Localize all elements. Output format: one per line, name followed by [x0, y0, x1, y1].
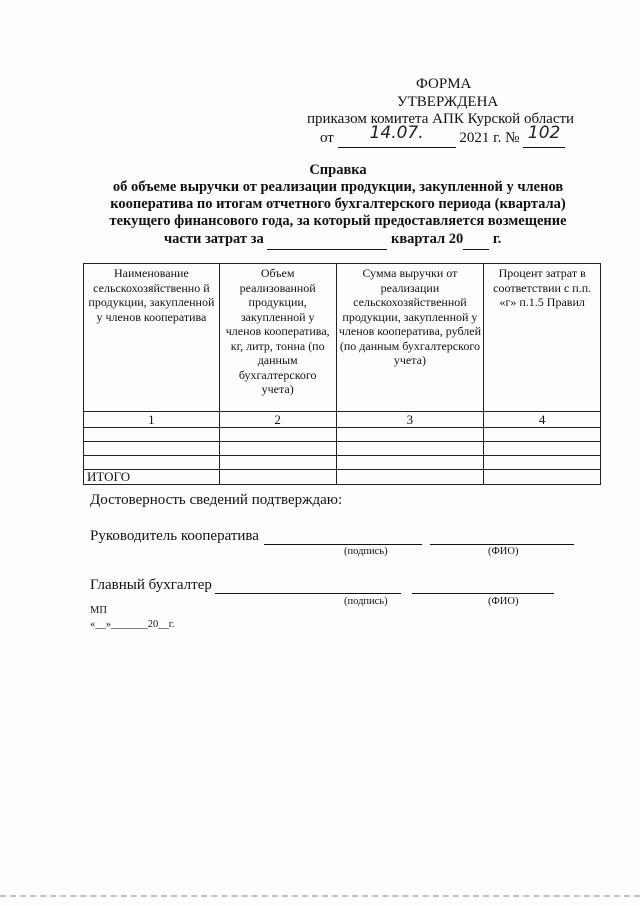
header-revenue: Сумма выручки от реализации сельскохозяйственной продукции, закупленной у членов кооператива, рублей (по данным бухгалтерского учета)	[336, 264, 484, 412]
table-cell[interactable]	[336, 456, 484, 470]
table-cell[interactable]	[336, 428, 484, 442]
accountant-name-caption: (ФИО)	[488, 596, 519, 607]
table-number-row	[84, 412, 601, 428]
handwritten-number: 102	[527, 123, 561, 143]
head-name-line[interactable]	[430, 544, 574, 545]
doc-subtitle-line-2: кооператива по итогам отчетного бухгалтерского периода (квартала)	[110, 196, 566, 212]
table-cell[interactable]	[219, 470, 336, 485]
form-label: ФОРМА	[416, 76, 472, 92]
head-label: Руководитель кооператива	[90, 528, 259, 544]
doc-subtitle-line-1: об объеме выручки от реализации продукции, закупленной у членов	[112, 179, 564, 195]
table-total-row	[84, 470, 601, 485]
column-number: 1	[84, 412, 220, 428]
doc-subtitle-line-3: текущего финансового года, за который предоставляется возмещение	[109, 213, 567, 229]
header-cost-percent: Процент затрат в соответствии с п.п. «г» п.1.5 Правил	[484, 264, 601, 412]
approved-label: УТВЕРЖДЕНА	[397, 94, 499, 110]
date-field	[338, 123, 456, 148]
total-label: ИТОГО	[84, 470, 220, 485]
table-cell[interactable]	[84, 442, 220, 456]
period-field[interactable]	[267, 231, 387, 250]
table-cell[interactable]	[484, 442, 601, 456]
table-cell[interactable]	[336, 442, 484, 456]
head-signature-caption: (подпись)	[344, 546, 388, 557]
table-cell[interactable]	[484, 428, 601, 442]
doc-subtitle-line-4	[164, 231, 501, 250]
period-prefix: части затрат за	[164, 231, 264, 247]
doc-title: Справка	[309, 162, 367, 178]
table-header-row	[84, 264, 601, 412]
year-number-text: 2021 г. №	[459, 130, 520, 146]
head-name-caption: (ФИО)	[488, 546, 519, 557]
head-signature-line[interactable]	[264, 544, 422, 545]
table-cell[interactable]	[336, 470, 484, 485]
approval-order-text: приказом комитета АПК Курской области	[307, 111, 575, 127]
table-cell[interactable]	[219, 442, 336, 456]
table-cell[interactable]	[484, 456, 601, 470]
header-product-name: Наименование сельскохозяйственно й продукции, закупленной у членов кооператива	[84, 264, 220, 412]
date-prefix: от	[320, 130, 334, 146]
column-number: 3	[336, 412, 484, 428]
number-field	[523, 123, 565, 148]
table-cell[interactable]	[84, 428, 220, 442]
stamp-place-label: МП	[90, 605, 107, 616]
table-row	[84, 442, 601, 456]
table-row	[84, 428, 601, 442]
table-cell[interactable]	[84, 456, 220, 470]
table-row	[84, 456, 601, 470]
scan-edge-marks	[0, 895, 640, 901]
accountant-name-line[interactable]	[412, 593, 554, 594]
table-cell[interactable]	[219, 428, 336, 442]
revenue-table	[83, 263, 601, 485]
accountant-signature-line[interactable]	[215, 593, 401, 594]
handwritten-date: 14.07.	[369, 123, 424, 143]
approval-date-line	[320, 123, 565, 148]
column-number: 4	[484, 412, 601, 428]
accountant-label: Главный бухгалтер	[90, 577, 212, 593]
column-number: 2	[219, 412, 336, 428]
table-cell[interactable]	[219, 456, 336, 470]
table-cell[interactable]	[484, 470, 601, 485]
footer-date-line: «__»_______20__г.	[90, 619, 175, 630]
year-suffix: г.	[492, 231, 502, 247]
confirmation-text: Достоверность сведений подтверждаю:	[90, 492, 343, 508]
accountant-signature-caption: (подпись)	[344, 596, 388, 607]
header-volume: Объем реализованной продукции, закупленной у членов кооператива, кг, литр, тонна (по данным бухгалтерского учета)	[219, 264, 336, 412]
quarter-label: квартал 20	[390, 231, 464, 247]
year-field[interactable]	[463, 231, 489, 250]
